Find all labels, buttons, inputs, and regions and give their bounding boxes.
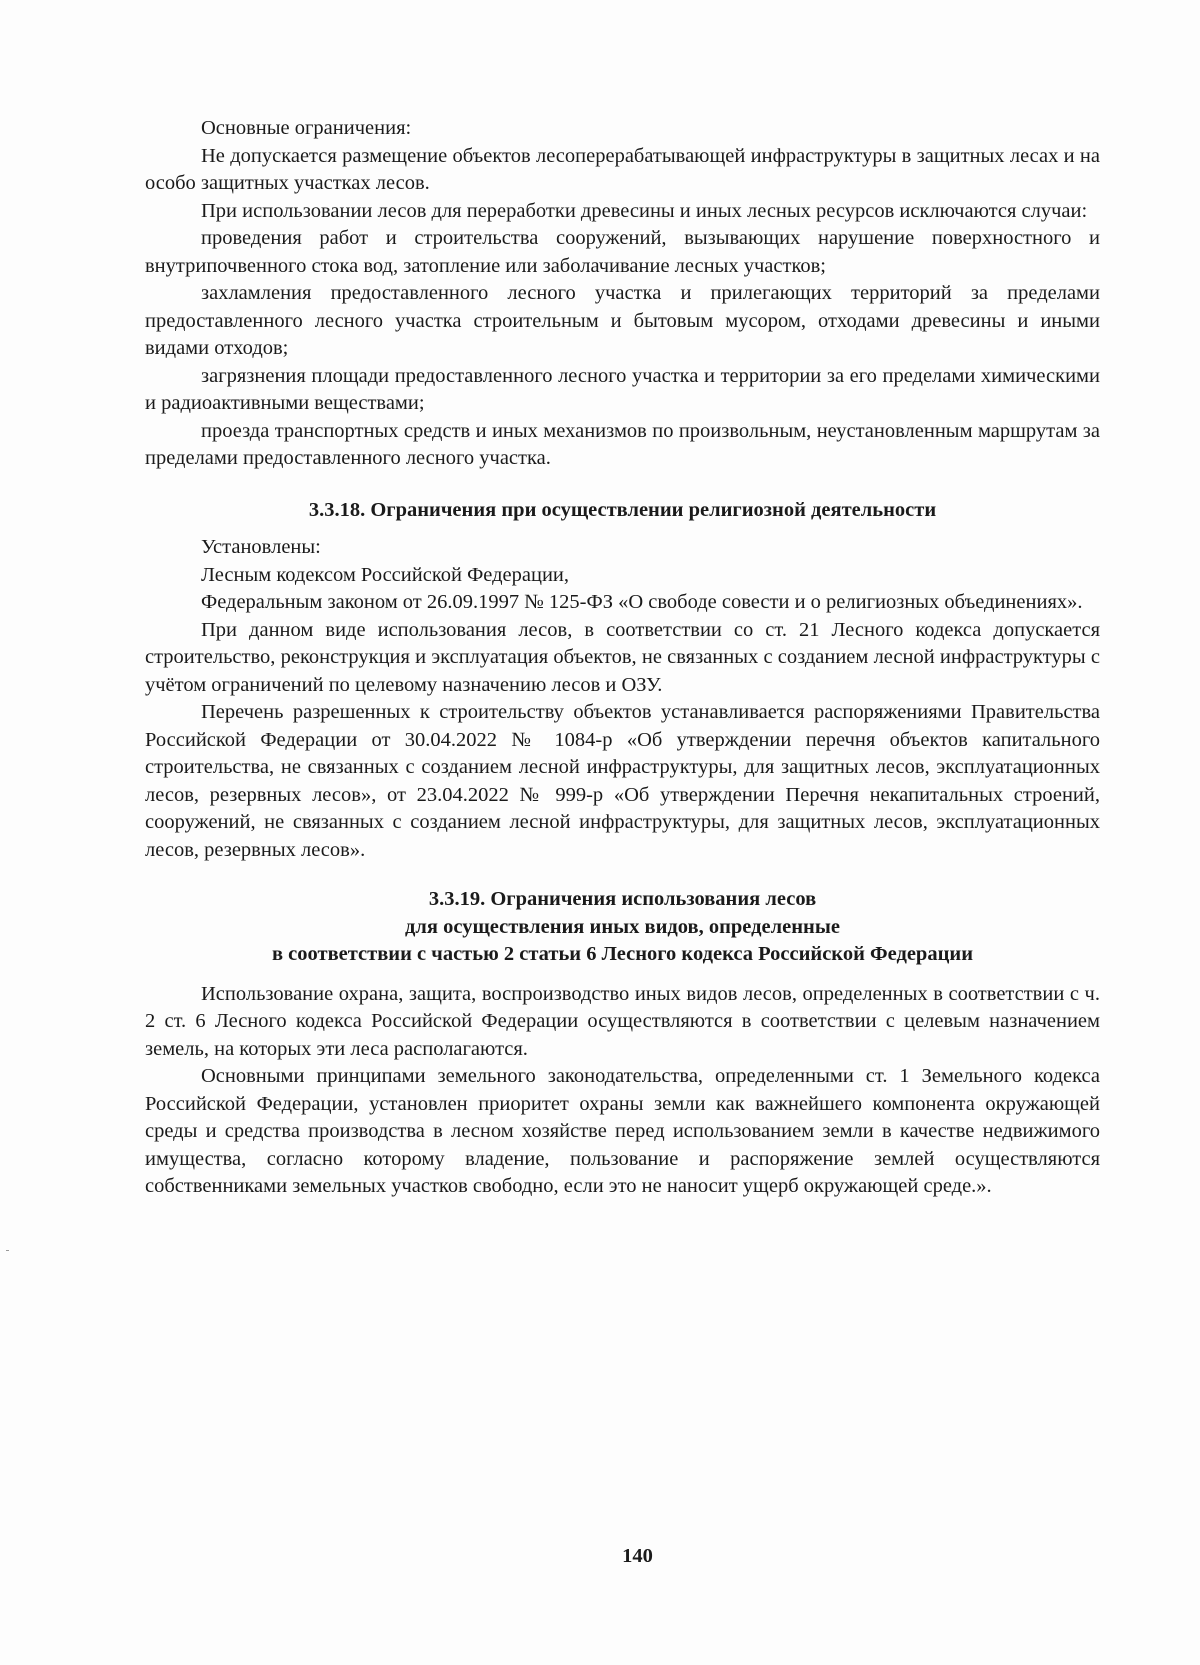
- section-heading-3-3-19-line-1: 3.3.19. Ограничения использования лесов: [428, 888, 817, 910]
- paragraph-permitted-objects: Перечень разрешенных к строительству объектов устанавливается распоряжениями Правительства Российской Федерации от 30.04.2022 № 1084-р «Об утверждении перечня объектов капитального строительства, не связанных с созданием лесной инфраструктуры, для защитных лесов, эксплуатационных лесов, резервных лесов», от 23.04.2022 № 999-р «Об утверждении Перечня некапитальных строений, сооружений, не связанных с созданием лесной инфраструктуры, для защитных лесов, эксплуатационных лесов, резервных лесов».: [145, 701, 1100, 861]
- paragraph-land-legislation: Основными принципами земельного законодательства, определенными ст. 1 Земельного кодекса Российской Федерации, установлен приоритет охраны земли как важнейшего компонента окружающей среды и средства производства в лесном хозяйстве перед использованием земли в качестве недвижимого имущества, согласно которому владение, пользование и распоряжение землей осуществляются собственниками земельных участков свободно, если это не наносит ущерб окружающей среде.».: [145, 1065, 1100, 1197]
- paragraph-established: Установлены:: [201, 536, 321, 558]
- section-heading-3-3-18: 3.3.18. Ограничения при осуществлении религиозной деятельности: [308, 498, 937, 521]
- section-heading-3-3-19: [145, 886, 1100, 969]
- paragraph-case-pollution: загрязнения площади предоставленного лесного участка и территории за его пределами химическими и радиоактивными веществами;: [145, 364, 1100, 414]
- paragraph-excluded-cases: При использовании лесов для переработки древесины и иных лесных ресурсов исключаются случаи:: [201, 199, 1088, 222]
- paragraph-no-placement: Не допускается размещение объектов лесоперерабатывающей инфраструктуры в защитных лесах и на особо защитных участках лесов.: [145, 144, 1100, 194]
- paragraph-case-works: проведения работ и строительства сооружений, вызывающих нарушение поверхностного и внутрипочвенного стока вод, затопление или заболачивание лесных участков;: [145, 227, 1100, 277]
- paragraph-other-forest-types: Использование охрана, защита, воспроизводство иных видов лесов, определенных в соответствии с ч. 2 ст. 6 Лесного кодекса Российской Федерации осуществляются в соответствии с целевым назначением земель, на которых эти леса располагаются.: [145, 982, 1100, 1060]
- section-heading-3-3-19-line-2: для осуществления иных видов, определенные: [405, 915, 840, 938]
- paragraph-federal-law: Федеральным законом от 26.09.1997 № 125-ФЗ «О свободе совести и о религиозных объединениях».: [201, 591, 1083, 613]
- page-content: [145, 115, 1100, 1201]
- paragraph-case-vehicles: проезда транспортных средств и иных механизмов по произвольным, неустановленным маршрутам за пределами предоставленного лесного участка.: [145, 419, 1100, 469]
- paragraph-main-restrictions-label: Основные ограничения:: [201, 117, 412, 139]
- page-number: 140: [622, 1545, 653, 1567]
- paragraph-construction-allowed: При данном виде использования лесов, в соответствии со ст. 21 Лесного кодекса допускается строительство, реконструкция и эксплуатация объектов, не связанных с созданием лесной инфраструктуры с учётом ограничений по целевому назначению лесов и ОЗУ.: [145, 618, 1100, 696]
- paragraph-forest-code: Лесным кодексом Российской Федерации,: [201, 563, 570, 586]
- section-heading-3-3-19-line-3: в соответствии с частью 2 статьи 6 Лесного кодекса Российской Федерации: [271, 943, 974, 965]
- paragraph-case-littering: захламления предоставленного лесного участка и прилегающих территорий за пределами предоставленного лесного участка строительным и бытовым мусором, отходами древесины и иными видами отходов;: [145, 282, 1100, 359]
- scan-artifact: [6, 1250, 9, 1251]
